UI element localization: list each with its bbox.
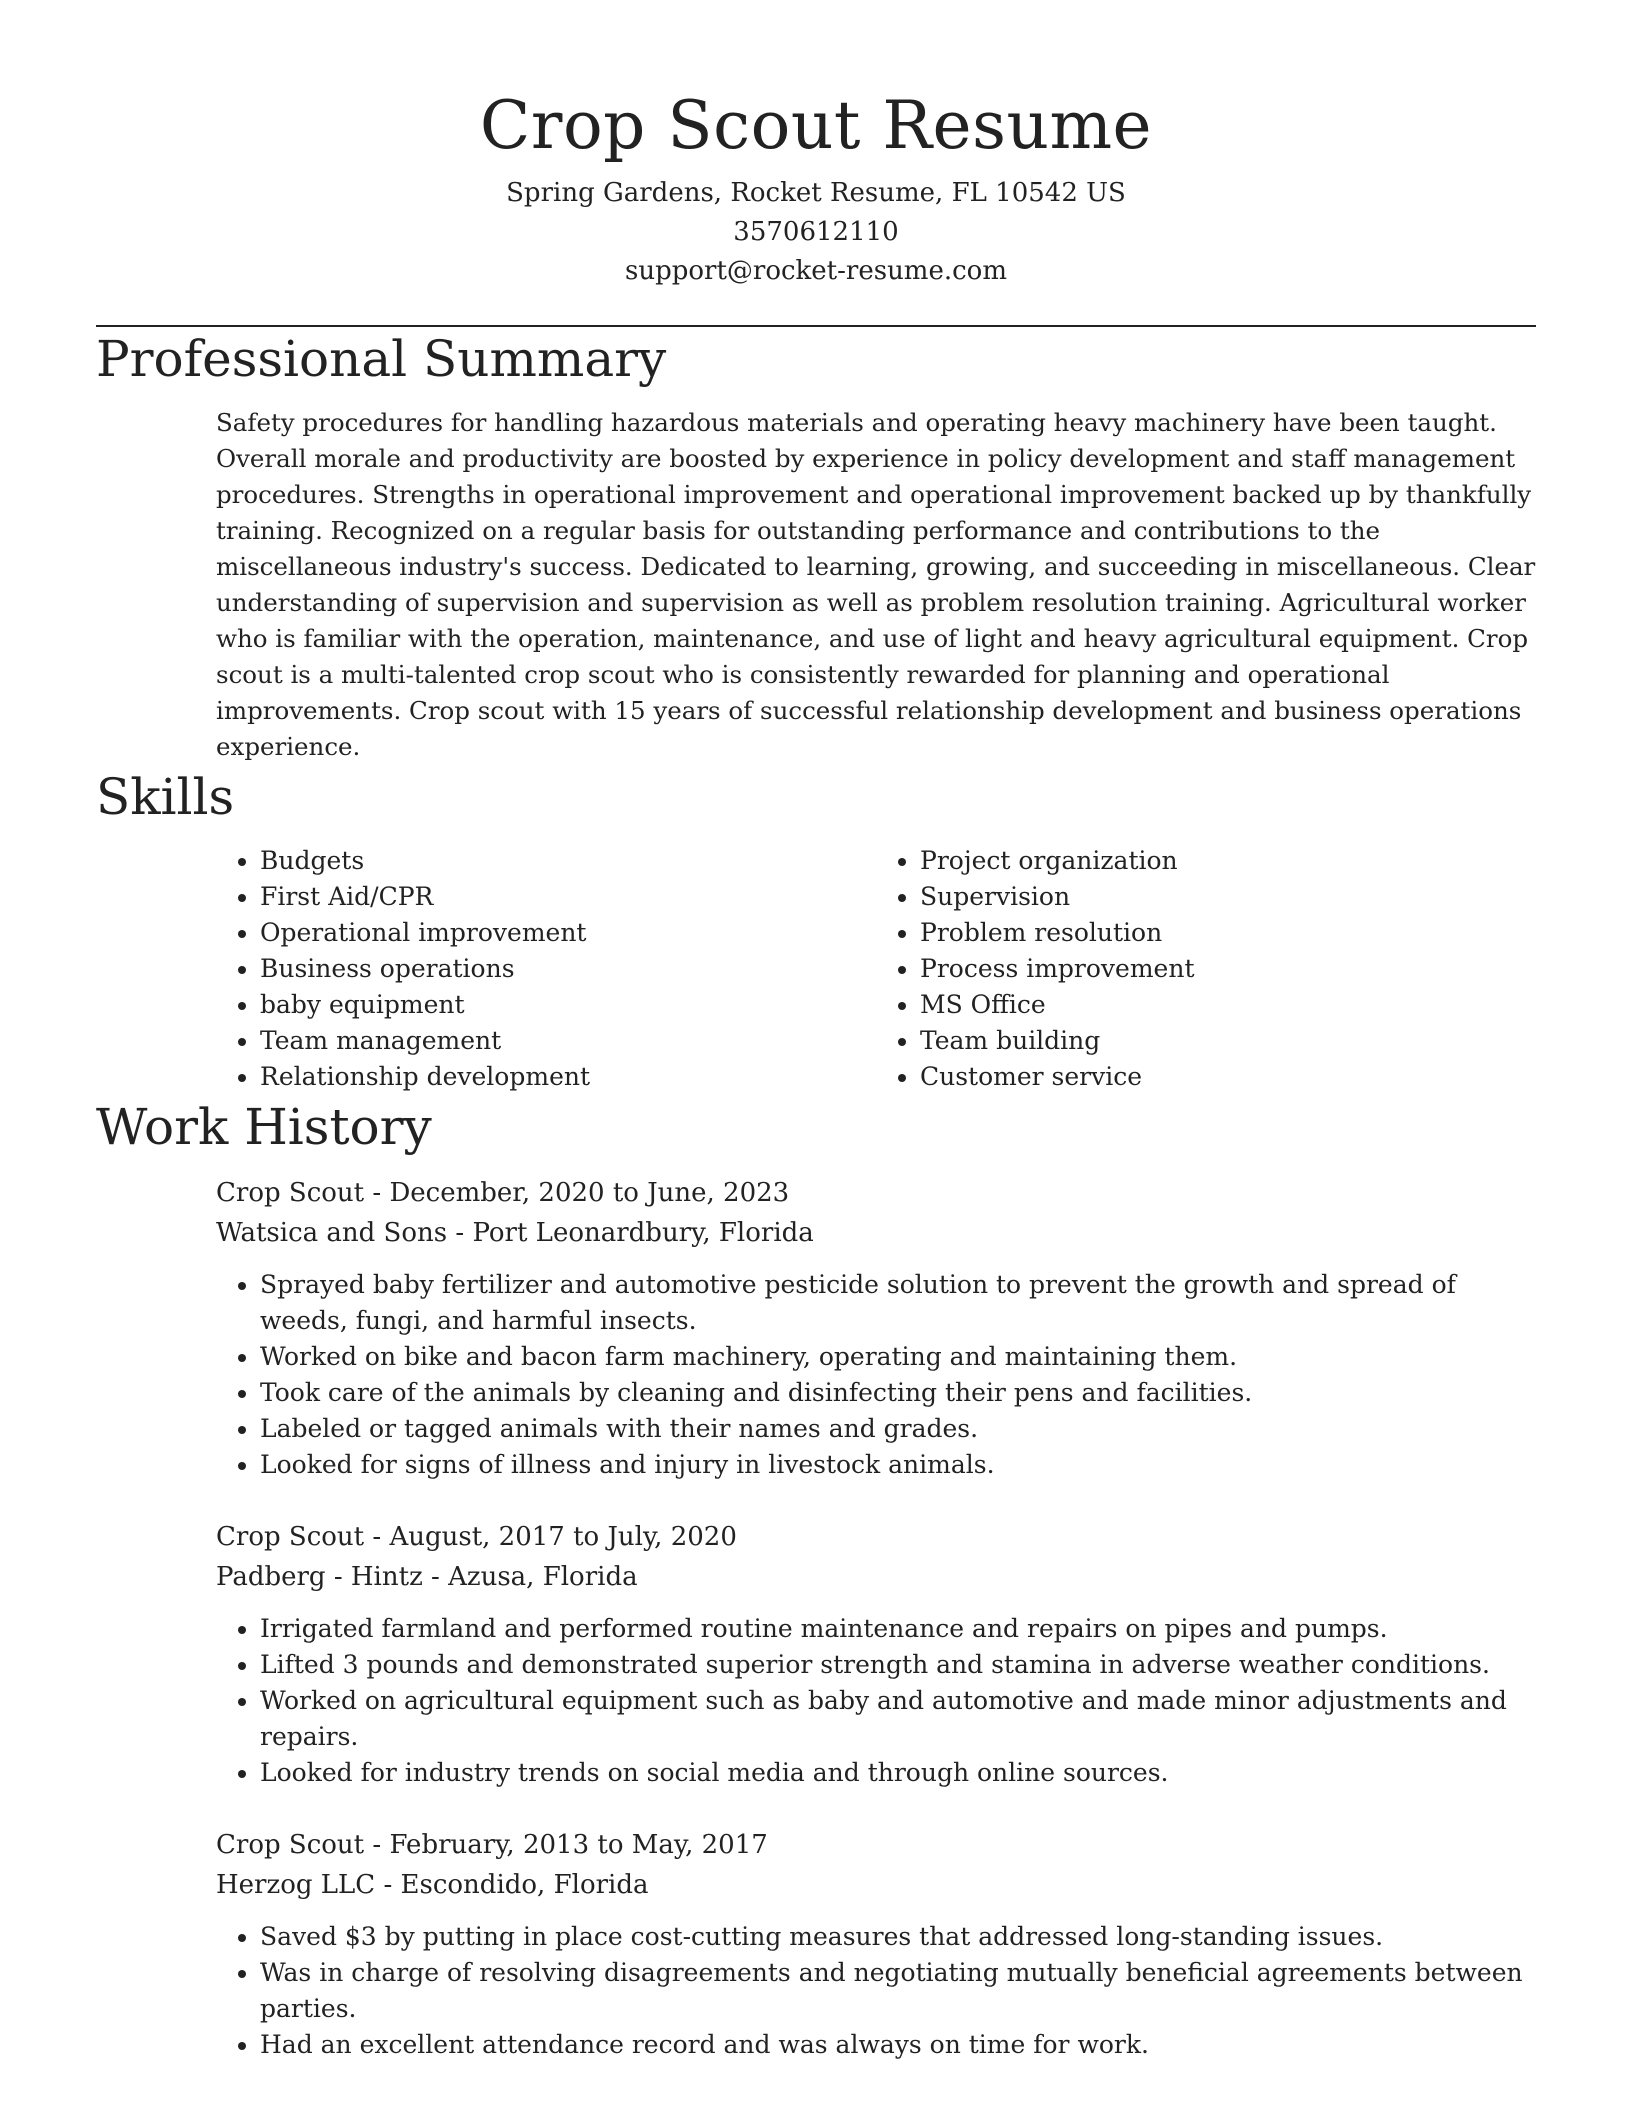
job-bullet: • Labeled or tagged animals with their names and grades. <box>260 1411 1536 1447</box>
job-title-line: Crop Scout - December, 2020 to June, 2023 <box>216 1178 790 1208</box>
skill-item: • MS Office <box>920 987 1536 1023</box>
job-entry <box>216 1825 1536 2063</box>
job-company: Padberg - Hintz <box>216 1562 423 1592</box>
job-title-line: Crop Scout - August, 2017 to July, 2020 <box>216 1522 737 1552</box>
job-bullet: • Had an excellent attendance record and was always on time for work. <box>260 2027 1536 2063</box>
skills-column-right <box>876 843 1536 1095</box>
skills-heading: Skills <box>96 768 235 826</box>
skill-item: • baby equipment <box>260 987 876 1023</box>
job-bullet: • Worked on bike and bacon farm machinery, operating and maintaining them. <box>260 1339 1536 1375</box>
contact-phone: 3570612110 <box>733 217 899 247</box>
job-company-line: Watsica and Sons - Port Leonardbury, Florida <box>216 1218 814 1248</box>
job-bullet: • Saved $3 by putting in place cost-cutting measures that addressed long-standing issues. <box>260 1919 1536 1955</box>
job-bullet: • Sprayed baby fertilizer and automotive pesticide solution to prevent the growth and spread of weeds, fungi, and harmful insects. <box>260 1267 1536 1339</box>
skill-item: • Supervision <box>920 879 1536 915</box>
job-entry <box>216 1517 1536 1791</box>
job-company-line: Herzog LLC - Escondido, Florida <box>216 1870 649 1900</box>
job-dates: February, 2013 to May, 2017 <box>389 1830 768 1860</box>
job-dates: August, 2017 to July, 2020 <box>389 1522 737 1552</box>
job-bullets <box>216 1267 1536 1483</box>
job-role: Crop Scout <box>216 1522 365 1552</box>
resume-header <box>96 0 1536 291</box>
job-title-line: Crop Scout - February, 2013 to May, 2017 <box>216 1830 768 1860</box>
work-history-section <box>216 1173 1536 2063</box>
job-bullet: • Looked for signs of illness and injury in livestock animals. <box>260 1447 1536 1483</box>
job-bullets <box>216 1919 1536 2063</box>
job-bullet: • Irrigated farmland and performed routine maintenance and repairs on pipes and pumps. <box>260 1611 1536 1647</box>
job-role: Crop Scout <box>216 1830 365 1860</box>
contact-email: support@rocket-resume.com <box>624 256 1007 286</box>
resume-page <box>96 0 1536 2063</box>
summary-text: Safety procedures for handling hazardous materials and operating heavy machinery have been taught. Overall morale and productivity are boosted by experience in policy development and staff management procedures. Strengths in operational improvement and operational improvement backed up by thankfully training. Recognized on a regular basis for outstanding performance and contributions to the miscellaneous industry's success. Dedicated to learning, growing, and succeeding in miscellaneous. Clear understanding of supervision and supervision as well as problem resolution training. Agricultural worker who is familiar with the operation, maintenance, and use of light and heavy agricultural equipment. Crop scout is a multi-talented crop scout who is consistently rewarded for planning and operational improvements. Crop scout with 15 years of successful relationship development and business operations experience. <box>216 408 1536 761</box>
skill-item: • First Aid/CPR <box>260 879 876 915</box>
skills-list <box>216 843 1536 1095</box>
job-bullet: • Lifted 3 pounds and demonstrated superior strength and stamina in adverse weather conditions. <box>260 1647 1536 1683</box>
job-company: Watsica and Sons <box>216 1218 448 1248</box>
job-company-line: Padberg - Hintz - Azusa, Florida <box>216 1562 638 1592</box>
skill-item: • Operational improvement <box>260 915 876 951</box>
skill-item: • Business operations <box>260 951 876 987</box>
summary-section <box>216 405 1536 765</box>
skill-item: • Team building <box>920 1023 1536 1059</box>
summary-heading: Professional Summary <box>96 330 667 388</box>
job-location: Azusa, Florida <box>448 1562 638 1592</box>
contact-address: Spring Gardens, Rocket Resume, FL 10542 US <box>506 178 1126 208</box>
job-bullet: • Worked on agricultural equipment such as baby and automotive and made minor adjustments and repairs. <box>260 1683 1536 1755</box>
resume-title: Crop Scout Resume <box>479 87 1153 164</box>
skill-item: • Customer service <box>920 1059 1536 1095</box>
skills-column-left <box>216 843 876 1095</box>
job-bullets <box>216 1611 1536 1791</box>
work-history-heading: Work History <box>96 1098 432 1156</box>
skill-item: • Process improvement <box>920 951 1536 987</box>
job-company: Herzog LLC <box>216 1870 376 1900</box>
skill-item: • Relationship development <box>260 1059 876 1095</box>
skill-item: • Budgets <box>260 843 876 879</box>
job-bullet: • Was in charge of resolving disagreements and negotiating mutually beneficial agreements between parties. <box>260 1955 1536 2027</box>
job-bullet: • Took care of the animals by cleaning and disinfecting their pens and facilities. <box>260 1375 1536 1411</box>
skill-item: • Problem resolution <box>920 915 1536 951</box>
job-entry <box>216 1173 1536 1483</box>
job-dates: December, 2020 to June, 2023 <box>389 1178 790 1208</box>
job-role: Crop Scout <box>216 1178 365 1208</box>
job-bullet: • Looked for industry trends on social media and through online sources. <box>260 1755 1536 1791</box>
skill-item: • Project organization <box>920 843 1536 879</box>
job-location: Port Leonardbury, Florida <box>472 1218 814 1248</box>
skill-item: • Team management <box>260 1023 876 1059</box>
contact-block <box>96 174 1536 291</box>
job-location: Escondido, Florida <box>400 1870 649 1900</box>
